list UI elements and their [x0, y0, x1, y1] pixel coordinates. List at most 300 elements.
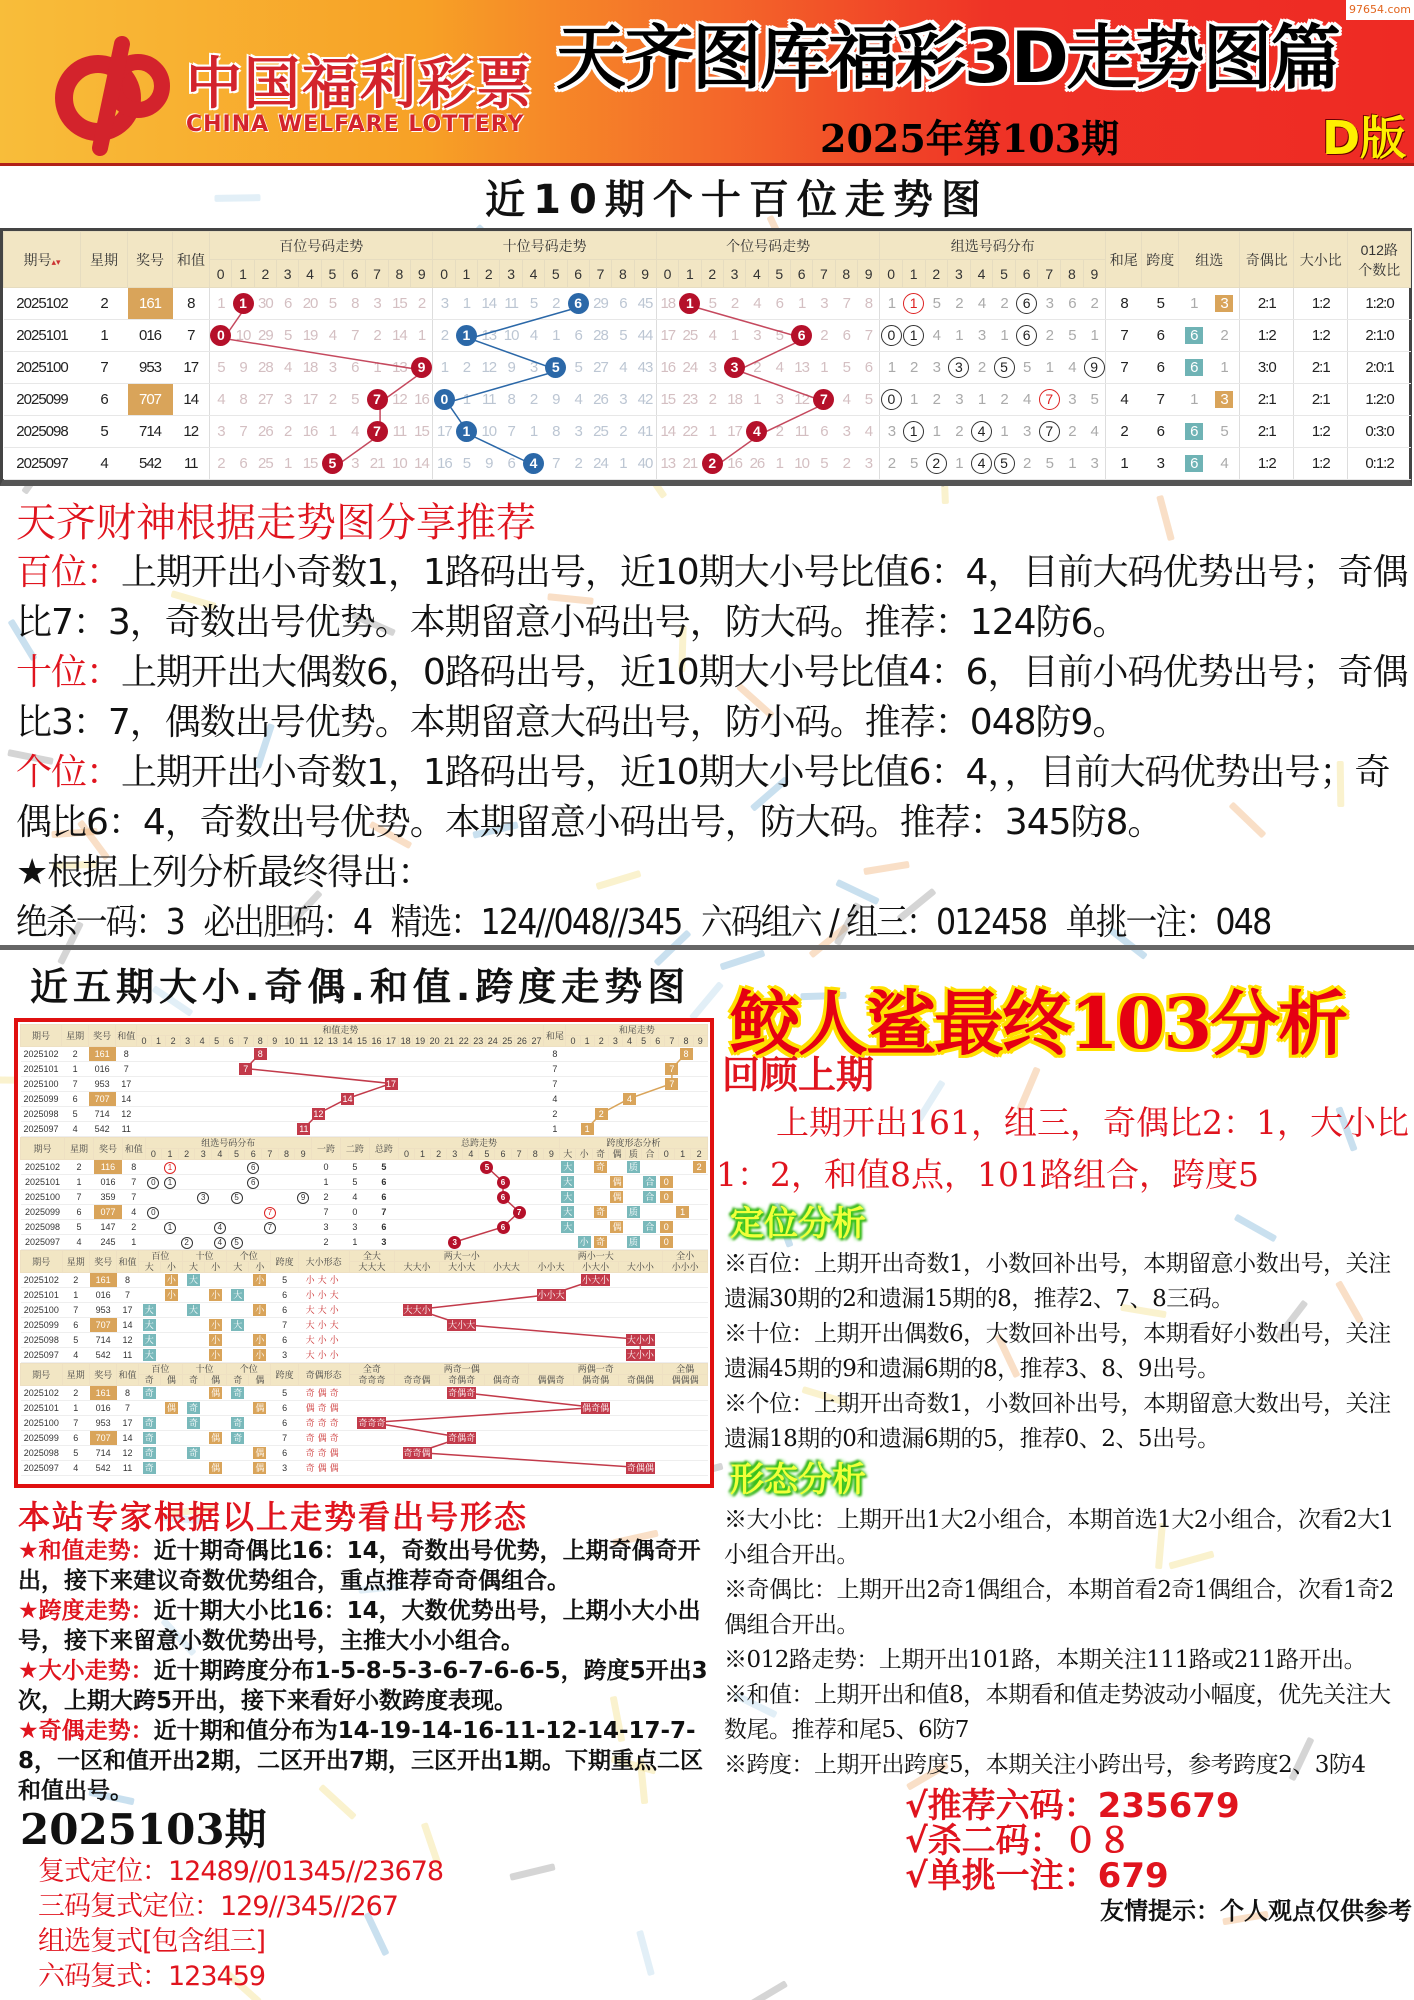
miss-count: 16 — [299, 416, 321, 448]
shape-hit: 大 — [144, 1304, 154, 1315]
table-row — [21, 1303, 708, 1318]
shape-form-hit: 偶奇偶 — [582, 1402, 610, 1413]
group-dist-cell — [162, 1205, 179, 1220]
number-cell: 147 — [94, 1220, 123, 1235]
bs-shape — [20, 1250, 708, 1363]
span-shape-cell — [576, 1160, 592, 1175]
sum-trend-cell — [369, 1107, 384, 1122]
sum-tail-cell: 2 — [1106, 416, 1142, 448]
position-shape-cell — [138, 1416, 160, 1431]
tens-header: 十位 — [182, 1251, 226, 1262]
group-dist-cell — [145, 1160, 162, 1175]
shape-hit: 偶 — [211, 1432, 221, 1443]
span-shape-cell — [658, 1235, 674, 1250]
tail-trend-cell — [651, 1062, 665, 1077]
shape-form-cell — [395, 1446, 440, 1461]
group-dist-cell — [902, 416, 925, 448]
miss-count: 2 — [522, 384, 544, 416]
shape-form-cell — [349, 1386, 395, 1401]
shape-form-cell — [573, 1461, 618, 1476]
position-shape-cell — [227, 1333, 249, 1348]
issue-cell: 2025099 — [21, 1431, 63, 1446]
shape-hit: 小 — [166, 1274, 176, 1285]
sum-trend-cell — [340, 1092, 355, 1107]
week-cell: 4 — [62, 1461, 89, 1476]
table-row — [21, 1077, 708, 1092]
shape-form-cell — [395, 1431, 440, 1446]
position-shape-cell — [205, 1461, 227, 1476]
final-pick-item: 单挑一注：048 — [1065, 902, 1271, 943]
group3-cell — [1209, 384, 1240, 416]
span1-cell: 3 — [311, 1220, 340, 1235]
span-trend-cell — [495, 1205, 511, 1220]
span-trend-cell — [479, 1175, 495, 1190]
digit-header: 4 — [522, 260, 544, 288]
road012-cell: 0:3:0 — [1348, 416, 1411, 448]
shape-form-cell — [618, 1431, 663, 1446]
sum-trend-cell — [515, 1077, 530, 1092]
span-shape-hit: 大 — [563, 1221, 573, 1232]
sub-header: 奇 — [138, 1375, 160, 1386]
sum-trend-cell — [195, 1122, 210, 1137]
span-shape-hit: 合 — [645, 1191, 655, 1202]
position-shape-cell — [160, 1333, 182, 1348]
shape-form-header: 偶偶奇 — [529, 1375, 574, 1386]
recommendation-paragraph — [16, 648, 1408, 748]
span-shape-cell — [674, 1160, 690, 1175]
tail-cell: 7 — [544, 1077, 566, 1092]
final-recommendation-item: √杀二码：０８ — [905, 1821, 1132, 1861]
span-shape-cell — [609, 1220, 625, 1235]
hit-cell — [455, 320, 477, 352]
shape-form-cell — [395, 1273, 440, 1288]
sum-trend-cell — [427, 1062, 442, 1077]
sum-trend-cell — [282, 1047, 297, 1062]
span-trend-cell — [463, 1160, 479, 1175]
tail-trend-cell — [608, 1062, 622, 1077]
span-shape-cell — [625, 1205, 641, 1220]
group-dist-cell — [245, 1160, 262, 1175]
group-dist-cell — [178, 1190, 195, 1205]
sum-cell: 12 — [117, 1446, 138, 1461]
span-trend-cell — [447, 1190, 463, 1205]
sub-header: 奇 — [227, 1375, 249, 1386]
group-digit-circle: 6 — [1016, 293, 1037, 314]
site-watermark[interactable]: 97654.com — [1346, 0, 1414, 20]
miss-count: 2 — [321, 384, 343, 416]
group-dist-header: 组选号码分布 — [880, 232, 1106, 260]
miss-count: 5 — [567, 352, 589, 384]
sum-trend — [20, 1024, 708, 1137]
shape-form-hit: 小小大 — [537, 1289, 565, 1300]
span-trend-cell — [398, 1235, 414, 1250]
shape-hit: 小 — [255, 1349, 265, 1360]
span-trend-cell — [447, 1160, 463, 1175]
miss-count: 11 — [478, 384, 500, 416]
sum-tail-header: 和尾 — [1106, 232, 1142, 288]
sum-trend-cell — [195, 1077, 210, 1092]
sum-trend-cell — [195, 1092, 210, 1107]
shape-form-cell — [484, 1461, 529, 1476]
position-shape-cell — [182, 1431, 204, 1446]
shape-form-cell — [349, 1446, 395, 1461]
digit-header: 9 — [1083, 260, 1106, 288]
miss-count: 7 — [232, 416, 254, 448]
group-digit-circle: 9 — [1084, 357, 1105, 378]
shape-form-cell — [663, 1446, 708, 1461]
shape-analysis-item: ※012路走势：上期开出101路，本期关注111路或211路开出。 — [724, 1647, 1367, 1673]
sum-trend-cell — [398, 1107, 413, 1122]
span-trend-cell — [527, 1190, 543, 1205]
shape-hit: 小 — [211, 1319, 221, 1330]
sum-col-header: 8 — [253, 1036, 268, 1047]
table-row — [21, 1273, 708, 1288]
conclusion-label: ★根据上列分析最终得出： — [16, 852, 433, 893]
miss-count: 5 — [321, 288, 343, 320]
miss-count: 2 — [210, 448, 232, 480]
digit-header: 6 — [245, 1149, 262, 1160]
miss-count: 7 — [545, 448, 567, 480]
sub-header: 大 — [182, 1262, 204, 1273]
shape-hit: 大 — [188, 1274, 198, 1285]
issue-cell: 2025100 — [4, 352, 81, 384]
week-cell: 6 — [62, 1431, 89, 1446]
position-shape-cell — [205, 1431, 227, 1446]
position-shape-cell — [182, 1348, 204, 1363]
digit-header: 1 — [679, 260, 701, 288]
shape-cell: 奇偶奇 — [298, 1386, 349, 1401]
group-dist-cell — [212, 1175, 229, 1190]
span-cell: 3 — [271, 1461, 298, 1476]
sum-col-header: 6 — [224, 1036, 239, 1047]
miss-count: 1 — [455, 288, 477, 320]
sum-trend-header: 和值走势 — [137, 1025, 544, 1036]
group-dist-cell — [178, 1160, 195, 1175]
miss-count: 5 — [768, 320, 790, 352]
position-shape-cell — [160, 1303, 182, 1318]
span-trend — [20, 1137, 708, 1250]
miss-count: 1 — [366, 352, 388, 384]
tail-trend-cell — [594, 1077, 608, 1092]
week-header: 星期 — [62, 1251, 89, 1273]
sum-trend-cell — [340, 1122, 355, 1137]
span-total-cell: 6 — [369, 1175, 398, 1190]
tail-trend-cell — [651, 1122, 665, 1137]
miss-count: 3 — [433, 288, 455, 320]
sum-trend-cell — [180, 1122, 195, 1137]
group-dist-cell — [295, 1190, 312, 1205]
issue-cell: 2025098 — [4, 416, 81, 448]
shape-form-cell — [395, 1461, 440, 1476]
miss-count: 2 — [567, 448, 589, 480]
sum-cell: 1 — [122, 1235, 145, 1250]
span-trend-table — [20, 1137, 708, 1250]
group-digit-circle: 0 — [881, 325, 902, 346]
sum-trend-cell — [268, 1122, 283, 1137]
miss-count: 3 — [746, 320, 768, 352]
issue-cell: 2025102 — [21, 1160, 65, 1175]
issue-header[interactable]: 期号 — [21, 1251, 63, 1273]
tail-trend-cell — [622, 1107, 636, 1122]
shape-hit: 偶 — [211, 1462, 221, 1473]
miss-count: 4 — [277, 352, 299, 384]
digit-header: 3 — [948, 260, 971, 288]
miss-count: 3 — [277, 384, 299, 416]
miss-count: 19 — [299, 320, 321, 352]
table-row — [21, 1348, 708, 1363]
span-shape-hit: 大 — [563, 1176, 573, 1187]
position-shape-cell — [160, 1431, 182, 1446]
span-trend-cell — [495, 1220, 511, 1235]
span-trend-cell — [479, 1235, 495, 1250]
table-row — [21, 1107, 708, 1122]
span-trend-cell — [527, 1235, 543, 1250]
sum-trend-cell — [413, 1062, 428, 1077]
sum-trend-cell — [224, 1047, 239, 1062]
tail-trend-cell — [580, 1047, 594, 1062]
miss-count: 6 — [344, 352, 366, 384]
miss-count: 17 — [723, 416, 745, 448]
shape-cell: 大小小 — [298, 1348, 349, 1363]
sum-trend-cell — [238, 1062, 253, 1077]
tail-trend-cell — [580, 1122, 594, 1137]
shape-form-header: 奇奇偶 — [395, 1375, 440, 1386]
shape-form-cell — [395, 1303, 440, 1318]
group-dist-cell — [295, 1205, 312, 1220]
miss-count: 5 — [522, 288, 544, 320]
tail-cell: 2 — [544, 1107, 566, 1122]
span-shape-cell — [658, 1205, 674, 1220]
group-dist-cell: 2 — [993, 384, 1016, 416]
span-shape-cell — [691, 1175, 708, 1190]
sum-cell: 17 — [173, 352, 210, 384]
span-shape-subheader: 大 — [560, 1149, 576, 1160]
group-dist-cell — [212, 1190, 229, 1205]
pick-line: 三码复式定位：129//345//267 — [38, 1891, 398, 1922]
miss-count: 13 — [478, 320, 500, 352]
issue-header[interactable]: 期号 — [21, 1025, 62, 1047]
span-shape-cell — [642, 1190, 658, 1205]
group-dist-cell — [162, 1220, 179, 1235]
miss-count: 13 — [656, 448, 678, 480]
issue-header[interactable]: 期号 — [21, 1364, 63, 1386]
digit-header: 9 — [295, 1149, 312, 1160]
miss-count: 4 — [344, 416, 366, 448]
sum-header: 和值 — [117, 1251, 138, 1273]
tail-trend-cell — [651, 1107, 665, 1122]
shape-form-cell — [439, 1348, 484, 1363]
miss-count: 12 — [388, 384, 410, 416]
tail-col-header: 9 — [693, 1036, 707, 1047]
span-total-cell: 3 — [369, 1235, 398, 1250]
miss-count: 29 — [589, 288, 611, 320]
miss-count: 2 — [835, 448, 857, 480]
digit-header: 7 — [511, 1149, 527, 1160]
sum-trend-cell — [427, 1107, 442, 1122]
position-analysis-item: ※百位：上期开出奇数1，小数回补出号，本期留意小数出号，关注遗漏30期的2和遗漏15期的8，推荐2、7、8三码。 — [724, 1251, 1391, 1312]
group-dist-cell — [925, 448, 948, 480]
miss-count: 3 — [813, 288, 835, 320]
span-cell: 6 — [271, 1446, 298, 1461]
expert-paragraph — [18, 1596, 718, 1656]
span-hit-ball: 6 — [497, 1221, 510, 1234]
span-shape-hit: 质 — [628, 1206, 638, 1217]
group-dist-cell: 4 — [1083, 416, 1106, 448]
final-pick-item: 绝杀一码：3 — [16, 902, 184, 943]
road012-cell: 2:1:0 — [1348, 320, 1411, 352]
digit-header: 0 — [210, 260, 232, 288]
shape-form-cell — [663, 1348, 708, 1363]
miss-count: 2 — [455, 352, 477, 384]
digit-header: 8 — [278, 1149, 295, 1160]
span-shape-cell — [691, 1205, 708, 1220]
recommendation-section — [16, 498, 1408, 948]
span-header: 跨度 — [271, 1364, 298, 1386]
position-shape-cell — [205, 1446, 227, 1461]
sum-trend-cell — [166, 1047, 181, 1062]
units-header: 个位号码走势 — [656, 232, 879, 260]
tail-trend-cell — [566, 1107, 580, 1122]
shape-form-cell — [529, 1446, 574, 1461]
sum-col-header: 7 — [238, 1036, 253, 1047]
shape-form-hit: 大小大 — [448, 1319, 476, 1330]
miss-count: 13 — [388, 352, 410, 384]
shape-form-cell — [618, 1386, 663, 1401]
miss-count: 1 — [433, 352, 455, 384]
span2-cell: 0 — [340, 1205, 369, 1220]
miss-count: 3 — [321, 352, 343, 384]
table-row — [21, 1205, 708, 1220]
miss-count: 5 — [612, 320, 634, 352]
sum-trend-cell — [151, 1107, 166, 1122]
tail-trend-cell — [608, 1092, 622, 1107]
position-shape-cell — [182, 1273, 204, 1288]
issue-header[interactable] — [4, 232, 81, 288]
tail-trend-cell — [594, 1122, 608, 1137]
hit-cell — [813, 384, 835, 416]
group-dist-cell: 1 — [925, 416, 948, 448]
digit-header: 1 — [415, 1149, 431, 1160]
miss-count: 9 — [478, 448, 500, 480]
sum-col-header: 0 — [137, 1036, 152, 1047]
group-dist-cell — [162, 1235, 179, 1250]
shape-form-cell — [573, 1386, 618, 1401]
miss-count: 2 — [813, 320, 835, 352]
hit-cell — [366, 384, 388, 416]
sum-trend-cell — [137, 1047, 152, 1062]
group-dist-cell — [162, 1160, 179, 1175]
miss-count: 1 — [455, 384, 477, 416]
miss-count: 3 — [522, 352, 544, 384]
position-shape-cell — [138, 1273, 160, 1288]
shape-form-cell — [573, 1318, 618, 1333]
shape-form-header: 大小大 — [439, 1262, 484, 1273]
miss-count: 17 — [433, 416, 455, 448]
shape-group-header: 两偶一奇 — [529, 1364, 663, 1375]
span-trend-cell — [527, 1160, 543, 1175]
sum-trend-cell — [427, 1092, 442, 1107]
shape-form-header: 奇奇奇 — [349, 1375, 395, 1386]
group-dist-cell — [245, 1190, 262, 1205]
drawn-number-ball: 2 — [702, 453, 723, 474]
sum-trend-cell — [500, 1122, 515, 1137]
shape-form-cell — [663, 1461, 708, 1476]
issue-cell: 2025097 — [21, 1348, 63, 1363]
shape-hit: 奇 — [144, 1417, 154, 1428]
sum-trend-cell — [471, 1122, 486, 1137]
miss-count: 15 — [388, 288, 410, 320]
span-shape-cell — [691, 1160, 708, 1175]
span2-header: 二跨 — [340, 1138, 369, 1160]
group6-badge: 6 — [1185, 455, 1203, 472]
shape-form-header: 偶奇偶 — [573, 1375, 618, 1386]
number-cell: 016 — [94, 1175, 123, 1190]
position-shape-cell — [249, 1401, 271, 1416]
miss-count: 4 — [701, 320, 723, 352]
week-cell: 1 — [62, 1062, 89, 1077]
span-trend-cell — [511, 1205, 527, 1220]
sum-hit: 17 — [386, 1078, 397, 1089]
digit-header: 0 — [145, 1149, 162, 1160]
position-shape-cell — [138, 1348, 160, 1363]
span-shape-subheader: 1 — [674, 1149, 690, 1160]
group-dist-cell — [228, 1220, 245, 1235]
tail-trend-cell — [637, 1047, 651, 1062]
group-dist-cell: 1 — [880, 288, 903, 320]
group-dist-cell — [970, 416, 993, 448]
sum-cell: 14 — [116, 1092, 137, 1107]
shape-cell: 小小大 — [298, 1288, 349, 1303]
group-dist-cell: 5 — [1061, 320, 1084, 352]
miss-count: 9 — [232, 352, 254, 384]
group-dist-cell — [145, 1205, 162, 1220]
miss-count: 4 — [746, 288, 768, 320]
span-trend-cell — [415, 1190, 431, 1205]
shape-cell: 偶奇偶 — [298, 1401, 349, 1416]
shape-hit: 奇 — [233, 1417, 243, 1428]
issue-cell: 2025100 — [21, 1190, 65, 1205]
digit-header: 7 — [366, 260, 388, 288]
group6-badge: 6 — [1185, 423, 1203, 440]
drawn-number-ball: 1 — [456, 421, 477, 442]
tail-trend-cell — [566, 1077, 580, 1092]
table-row — [21, 1416, 708, 1431]
sum-trend-cell — [413, 1107, 428, 1122]
position-shape-cell — [182, 1446, 204, 1461]
drawn-number-ball: 4 — [746, 421, 767, 442]
position-shape-cell — [249, 1461, 271, 1476]
position-label: 十位： — [16, 652, 122, 693]
span-trend-cell — [431, 1190, 447, 1205]
span-shape-cell — [592, 1160, 608, 1175]
position-shape-cell — [227, 1446, 249, 1461]
road012-label: 012路 — [1360, 241, 1398, 258]
shape-hit: 奇 — [233, 1387, 243, 1398]
week-cell: 4 — [62, 1348, 89, 1363]
odd-even-cell: 3:0 — [1240, 352, 1294, 384]
expert-text: 近十期和值分布为14-19-14-16-11-12-14-17-7-8，一区和值开出2期，二区开出7期，三区开出1期。下期重点二区和值出号。 — [18, 1718, 704, 1804]
group-dist-cell — [195, 1175, 212, 1190]
miss-count: 4 — [612, 352, 634, 384]
miss-count: 30 — [254, 288, 276, 320]
shape-form-cell — [529, 1348, 574, 1363]
sum-trend-cell — [224, 1077, 239, 1092]
tail-trend-header: 和尾走势 — [566, 1025, 708, 1036]
issue-header[interactable]: 期号 — [21, 1138, 65, 1160]
hit-cell — [210, 320, 232, 352]
number-cell: 161 — [90, 1386, 117, 1401]
miss-count: 3 — [835, 416, 857, 448]
